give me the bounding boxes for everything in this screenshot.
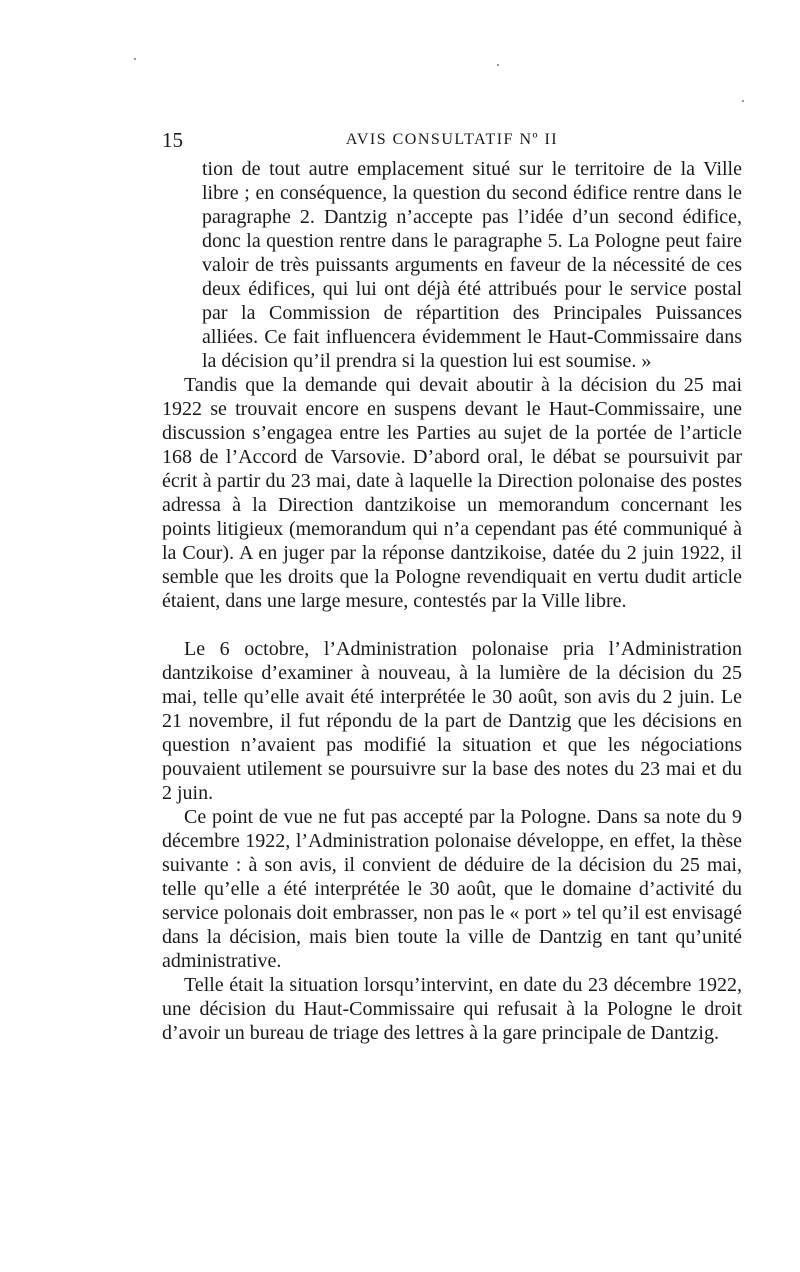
page-number: 15 <box>162 128 183 152</box>
scan-speck <box>742 100 744 102</box>
scan-speck <box>497 64 499 66</box>
quoted-paragraph: tion de tout autre emplacement situé sur le territoire de la Ville libre ; en conséquence, la question du second édifice rentre dans le paragraphe 2. Dantzig n’accepte pas l’idée d’un second édifice, donc la question rentre dans le paragraphe 5. La Pologne peut faire valoir de très puissants arguments en faveur de la nécessité de ces deux édifices, qui lui ont déjà été attribués pour le service postal par la Commission de répartition des Principales Puissances alliées. Ce fait influencera évidemment le Haut-Commissaire dans la décision qu’il prendra si la question lui est soumise. » <box>202 158 742 372</box>
scan-speck <box>134 58 136 60</box>
page-header <box>162 128 742 152</box>
paragraph: Ce point de vue ne fut pas accepté par la Pologne. Dans sa note du 9 décembre 1922, l’Administration polonaise développe, en effet, la thèse suivante : à son avis, il convient de déduire de la décision du 25 mai, telle qu’elle a été interprétée le 30 août, que le domaine d’activité du service polonais doit embrasser, non pas le « port » tel qu’il est envisagé dans la décision, mais bien toute la ville de Dantzig en tant qu’unité administrative. <box>162 806 742 972</box>
paragraph: Telle était la situation lorsqu’intervint, en date du 23 décembre 1922, une décision du Haut-Commissaire qui refusait à la Pologne le droit d’avoir un bureau de triage des lettres à la gare principale de Dantzig. <box>162 974 742 1044</box>
running-title: AVIS CONSULTATIF Nº II <box>345 131 559 148</box>
body-text <box>162 157 742 1045</box>
paragraph: Tandis que la demande qui devait aboutir à la décision du 25 mai 1922 se trouvait encore en suspens devant le Haut-Commissaire, une discussion s’engagea entre les Parties au sujet de la portée de l’article 168 de l’Accord de Varsovie. D’abord oral, le débat se poursuivit par écrit à partir du 23 mai, date à laquelle la Direction polonaise des postes adressa à la Direction dantzikoise un memorandum concernant les points litigieux (memorandum qui n’a cependant pas été communiqué à la Cour). A en juger par la réponse dantzikoise, datée du 2 juin 1922, il semble que les droits que la Pologne revendiquait en vertu dudit article étaient, dans une large mesure, contestés par la Ville libre. <box>162 374 742 612</box>
paragraph: Le 6 octobre, l’Administration polonaise pria l’Administration dantzikoise d’examiner à nouveau, à la lumière de la décision du 25 mai, telle qu’elle avait été interprétée le 30 août, son avis du 2 juin. Le 21 novembre, il fut répondu de la part de Dantzig que les décisions en question n’avaient pas modifié la situation et que les négociations pouvaient utilement se poursuivre sur la base des notes du 23 mai et du 2 juin. <box>162 638 742 804</box>
